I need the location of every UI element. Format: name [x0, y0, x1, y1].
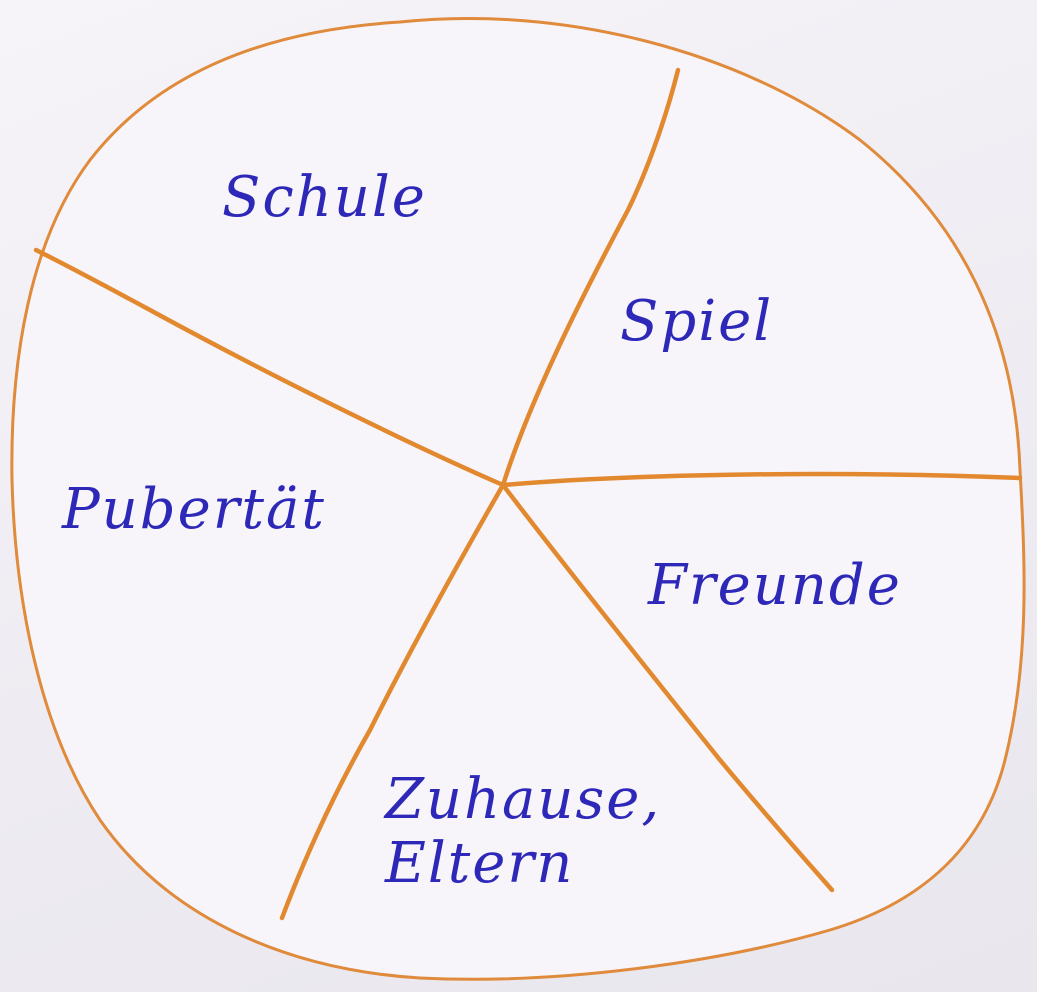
segment-label-schule: Schule: [222, 165, 427, 230]
segment-label-pubertaet: Pubertät: [62, 477, 326, 542]
segment-label-zuhause-eltern: Zuhause, Eltern: [385, 767, 662, 897]
segment-label-spiel: Spiel: [620, 289, 774, 354]
segment-label-freunde: Freunde: [648, 553, 902, 618]
